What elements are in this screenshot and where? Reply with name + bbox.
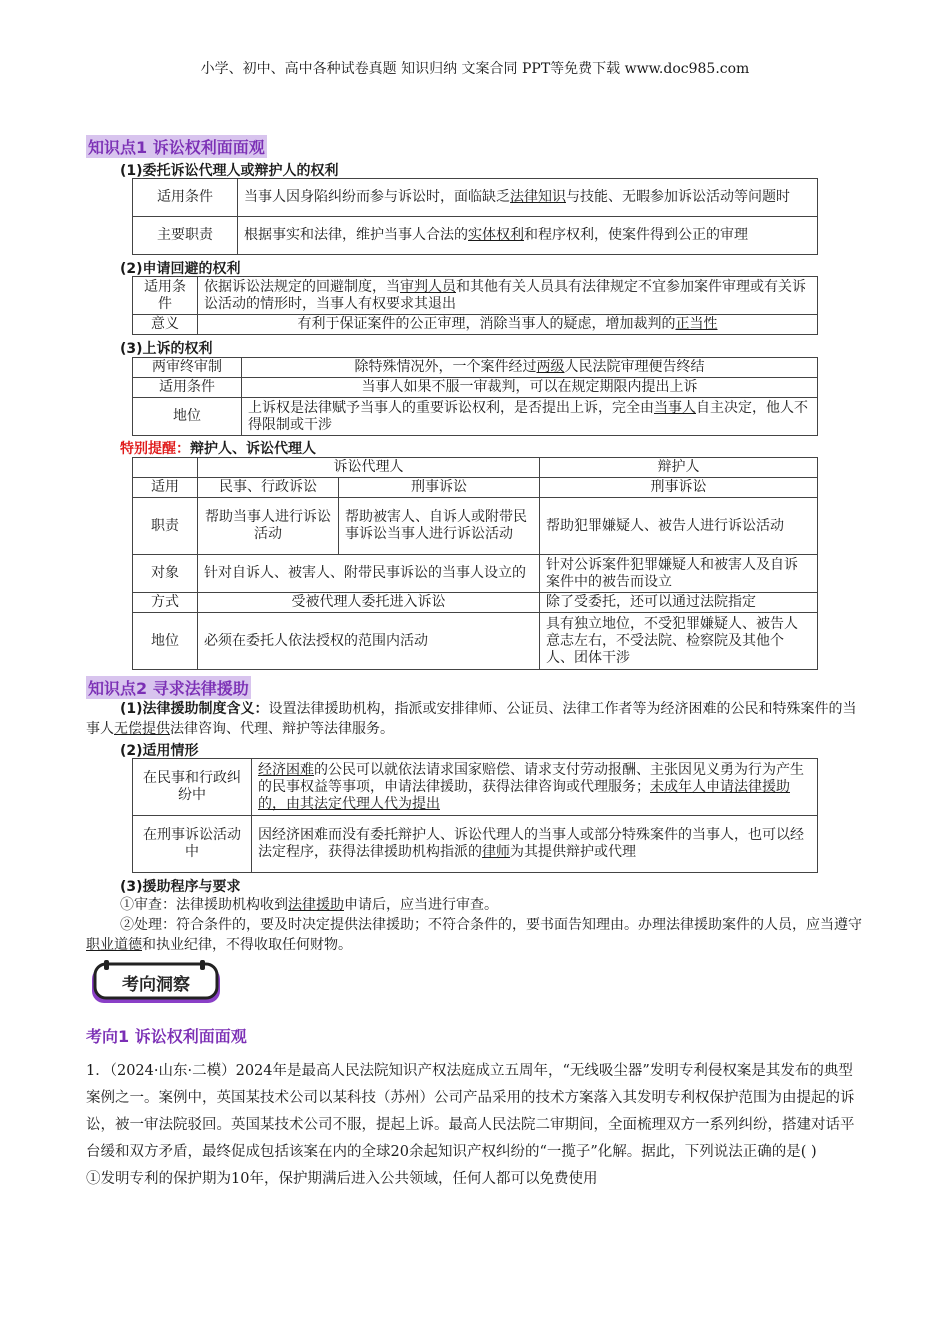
- kp2-s2-title: (2)适用情形: [120, 743, 199, 759]
- cell: 必须在委托人依法授权的范围内活动: [198, 613, 540, 670]
- kp1-s3-table: [132, 357, 818, 436]
- row-label: 意义: [133, 315, 198, 335]
- row-label: 两审终审制: [133, 358, 242, 378]
- row-label: 适用条件: [133, 277, 198, 315]
- cell: 具有独立地位，不受犯罪嫌疑人、被告人意志左右，不受法院、检察院及其他个人、团体干涉: [540, 613, 818, 670]
- kp2-s1: (1)法律援助制度含义：设置法律援助机构，指派或安排律师、公证员、法律工作者等为经济困难的公民和特殊案件的当事人无偿提供法律咨询、代理、辩护等法律服务。: [86, 701, 857, 737]
- row-label: 主要职责: [133, 217, 238, 255]
- row-content: 上诉权是法律赋予当事人的重要诉讼权利，是否提出上诉，完全由当事人自主决定，他人不得限制或干涉: [242, 398, 818, 436]
- kp1-s2-table: [132, 276, 818, 335]
- page-header: 小学、初中、高中各种试卷真题 知识归纳 文案合同 PPT等免费下载 www.doc985.com: [200, 61, 750, 77]
- row-label: 方式: [133, 593, 198, 613]
- kp1-s1-title: (1)委托诉讼代理人或辩护人的权利: [120, 163, 339, 179]
- cell: 帮助犯罪嫌疑人、被告人进行诉讼活动: [540, 498, 818, 555]
- question-option-1: ①发明专利的保护期为10年，保护期满后进入公共领域，任何人都可以免费使用: [86, 1171, 598, 1187]
- row-content: 根据事实和法律，维护当事人合法的实体权利和程序权利，使案件得到公正的审理: [238, 217, 818, 255]
- row-content: 除特殊情况外，一个案件经过两级人民法院审理便告终结: [242, 358, 818, 378]
- badge-text: 考向洞察: [122, 975, 190, 995]
- cell: 除了受委托，还可以通过法院指定: [540, 593, 818, 613]
- kp2-s3-body: ①审查：法律援助机构收到法律援助申请后，应当进行审查。 ②处理：符合条件的，要及时决定提供法律援助；不符合条件的，要书面告知理由。办理法律援助案件的人员，应当遵守职业道德和执业纪律，不得收取任何财物。: [86, 897, 862, 953]
- kp2-s2-table: [132, 758, 818, 873]
- cell: 受被代理人委托进入诉讼: [198, 593, 540, 613]
- head-defender: 辩护人: [540, 458, 818, 478]
- row-content: 因经济困难而没有委托辩护人、诉讼代理人的当事人或部分特殊案件的当事人，也可以经法定程序，获得法律援助机构指派的律师为其提供辩护或代理: [252, 816, 818, 873]
- row-content: 有利于保证案件的公正审理，消除当事人的疑虑，增加裁判的正当性: [198, 315, 818, 335]
- row-content: 依据诉讼法规定的回避制度，当审判人员和其他有关人员具有法律规定不宜参加案件审理或有关诉讼活动的情形时，当事人有权要求其退出: [198, 277, 818, 315]
- question-stem: 1．（2024·山东·二模）2024年是最高人民法院知识产权法庭成立五周年，“无线吸尘器”发明专利侵权案是其发布的典型案例之一。案例中，英国某技术公司以某科技（苏州）公司产品采用的技术方案落入其发明专利权保护范围为由提起的诉讼，被一审法院驳回。英国某技术公司不服，提起上诉。最高人民法院二审期间，全面梳理双方一系列纠纷，搭建对话平台缓和双方矛盾，最终促成包括该案在内的全球20余起知识产权纠纷的“一揽子”化解。据此，下列说法正确的是( ): [86, 1063, 855, 1160]
- kp1-s3-title: (3)上诉的权利: [120, 341, 213, 357]
- kp2-s3-title: (3)援助程序与要求: [120, 879, 241, 895]
- cell: 刑事诉讼: [540, 478, 818, 498]
- cell: 帮助当事人进行诉讼活动: [198, 498, 339, 555]
- kp2-title: 知识点2 寻求法律援助: [86, 676, 251, 699]
- kp1-s1-table: [132, 178, 818, 255]
- head-agent: 诉讼代理人: [198, 458, 540, 478]
- cell: 刑事诉讼: [339, 478, 540, 498]
- section-badge: [88, 960, 224, 1006]
- remind-line: 特别提醒：辩护人、诉讼代理人: [120, 441, 316, 457]
- cell: 民事、行政诉讼: [198, 478, 339, 498]
- row-content: 当事人如果不服一审裁判，可以在规定期限内提出上诉: [242, 378, 818, 398]
- row-label: 适用条件: [133, 378, 242, 398]
- question-1: [86, 1058, 864, 1193]
- row-label: 地位: [133, 613, 198, 670]
- cell: 针对公诉案件犯罪嫌疑人和被害人及自诉案件中的被告而设立: [540, 555, 818, 593]
- row-label: 职责: [133, 498, 198, 555]
- row-label: 地位: [133, 398, 242, 436]
- row-label: 适用: [133, 478, 198, 498]
- kp1-s2-title: (2)申请回避的权利: [120, 261, 241, 277]
- row-label: 在刑事诉讼活动中: [133, 816, 252, 873]
- row-content: 经济困难的公民可以就依法请求国家赔偿、请求支付劳动报酬、主张因见义勇为行为产生的民事权益等事项，申请法律援助，获得法律咨询或代理服务；未成年人申请法律援助的，由其法定代理人代为提出: [252, 759, 818, 816]
- row-label: 适用条件: [133, 179, 238, 217]
- row-label: 对象: [133, 555, 198, 593]
- cell: 针对自诉人、被害人、附带民事诉讼的当事人设立的: [198, 555, 540, 593]
- kp1-title: 知识点1 诉讼权利面面观: [86, 135, 267, 158]
- row-label: 在民事和行政纠纷中: [133, 759, 252, 816]
- row-content: 当事人因身陷纠纷而参与诉讼时，面临缺乏法律知识与技能、无暇参加诉讼活动等问题时: [238, 179, 818, 217]
- direction1-title: 考向1 诉讼权利面面观: [86, 1027, 247, 1046]
- remind-table: [132, 457, 818, 670]
- cell: 帮助被害人、自诉人或附带民事诉讼当事人进行诉讼活动: [339, 498, 540, 555]
